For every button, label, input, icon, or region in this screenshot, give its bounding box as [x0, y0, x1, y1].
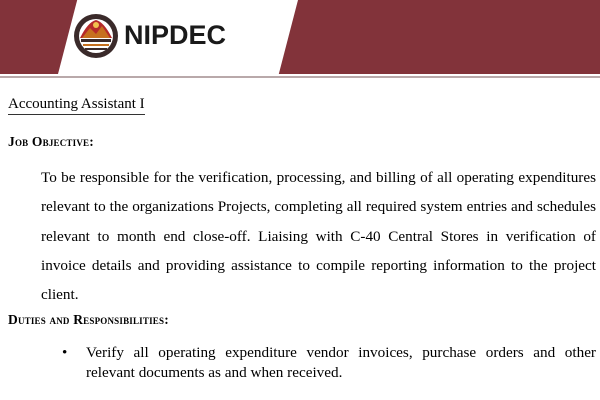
bullet-icon: •: [62, 344, 68, 361]
nipdec-logo-icon: [72, 8, 120, 64]
duties-list: [56, 343, 596, 383]
header-banner: [0, 0, 600, 74]
header-divider: [0, 76, 600, 78]
brand-name: NIPDEC: [124, 20, 227, 50]
job-objective-heading: Job Objective:: [8, 134, 94, 149]
duties-heading: Duties and Responsibilities:: [8, 312, 169, 327]
job-objective-text: To be responsible for the verification, processing, and billing of all operating expenditures relevant to the organizations Projects, completing all required system entries and schedules relevant to month end close-off. Liaising with C-40 Central Stores in verification of invoice details and providing assistance to compile reporting information to the project client.: [41, 169, 596, 304]
list-item: [56, 343, 596, 383]
duty-text: Verify all operating expenditure vendor invoices, purchase orders and other relevant documents as and when received.: [86, 344, 596, 381]
document-title: Accounting Assistant I: [8, 95, 145, 115]
